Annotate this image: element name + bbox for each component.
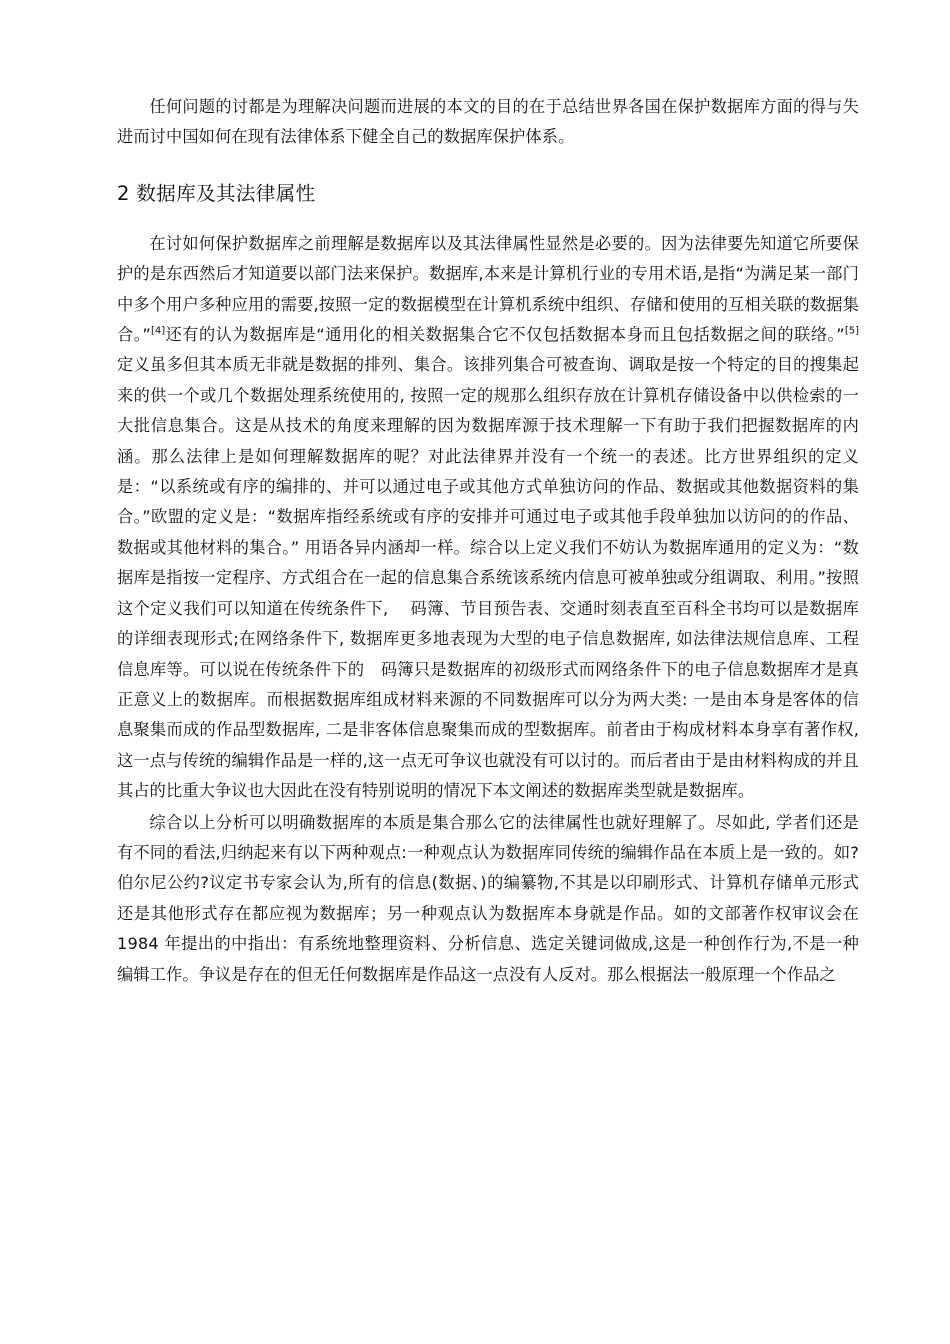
document-page [117,92,859,990]
definition-text-part1: 在讨如何保护数据库之前理解是数据库以及其法律属性显然是必要的。因为法律要先知道它所要保护的是东西然后才知道要以部门法来保护。数据库,本来是计算机行业的专用术语,是指“为满足某一部门中多个用户多种应用的需要,按照一定的数据模型在计算机系统中组织、存储和使用的互相关联的数据集合。” [117,233,859,345]
definition-text-part3: 定义虽多但其本质无非就是数据的排列、集合。该排列集合可被查询、调取是按一个特定的目的搜集起来的供一个或几个数据处理系统使用的, 按照一定的规那么组织存放在计算机存储设备中以供检索的一大批信息集合。这是从技术的角度来理解的因为数据库源于技术理解一下有助于我们把握数据库的内涵。那么法律上是如何理解数据库的呢？对此法律界并没有一个统一的表述。比方世界组织的定义是：“以系统或有序的编排的、并可以通过电子或其他方式单独访问的作品、数据或其他数据资料的集合。”欧盟的定义是：“数据库指经系统或有序的安排并可通过电子或其他手段单独加以访问的的作品、数据或其他材料的集合。” 用语各异内涵却一样。综合以上定义我们不妨认为数据库通用的定义为：“数据库是指按一定程序、方式组合在一起的信息集合系统该系统内信息可被单独或分组调取、利用。”按照这个定义我们可以知道在传统条件下, 码簿、节目预告表、交通时刻表直至百科全书均可以是数据库的详细表现形式;在网络条件下, 数据库更多地表现为大型的电子信息数据库, 如法律法规信息库、工程信息库等。可以说在传统条件下的 码簿只是数据库的初级形式而网络条件下的电子信息数据库才是真正意义上的数据库。而根据数据库组成材料来源的不同数据库可以分为两大类: 一是由本身是客体的信息聚集而成的作品型数据库, 二是非客体信息聚集而成的型数据库。前者由于构成材料本身享有著作权,这一点与传统的编辑作品是一样的,这一点无可争议也就没有可以讨的。而后者由于是由材料构成的并且其占的比重大争议也大因此在没有特别说明的情况下本文阐述的数据库类型就是数据库。 [117,355,859,801]
legal-attribute-paragraph: 综合以上分析可以明确数据库的本质是集合那么它的法律属性也就好理解了。尽如此, 学者们还是有不同的看法,归纳起来有以下两种观点:一种观点认为数据库同传统的编辑作品在本质上是一致的。如?伯尔尼公约?议定书专家会认为,所有的信息(数据、)的编纂物,不其是以印刷形式、计算机存储单元形式还是其他形式存在都应视为数据库；另一种观点认为数据库本身就是作品。如的文部著作权审议会在 1984 年提出的中指出：有系统地整理资料、分析信息、选定关键词做成,这是一种创作行为,不是一种编辑工作。争议是存在的但无任何数据库是作品这一点没有人反对。那么根据法一般原理一个作品之 [117,812,859,984]
intro-paragraph: 任何问题的讨都是为理解决问题而进展的本文的目的在于总结世界各国在保护数据库方面的得与失进而讨中国如何在现有法律体系下健全自己的数据库保护体系。 [117,97,859,147]
citation-ref-5: [5] [844,325,859,337]
definition-text-part2: 还有的认为数据库是“通用化的相关数据集合它不仅包括数据本身而且包括数据之间的联络。” [165,325,845,345]
citation-ref-4: [4] [150,325,166,337]
definition-paragraph [117,229,859,807]
section-heading: 2 数据库及其法律属性 [117,181,316,205]
